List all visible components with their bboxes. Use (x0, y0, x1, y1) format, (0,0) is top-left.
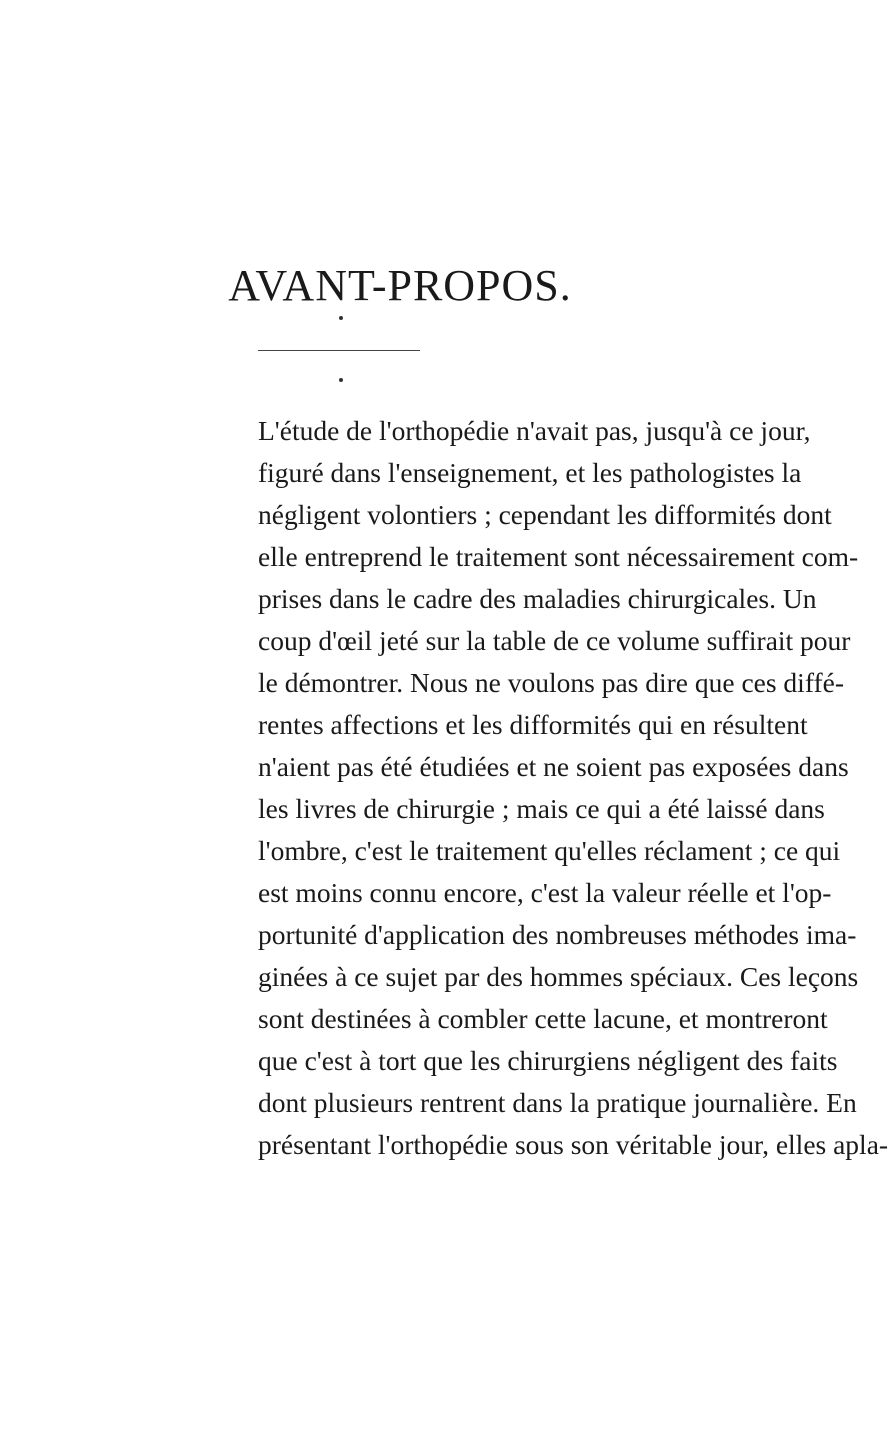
paragraph-line: coup d'œil jeté sur la table de ce volume suffirait pour (258, 625, 851, 656)
paragraph-line: figuré dans l'enseignement, et les pathologistes la (258, 457, 802, 488)
paragraph-line: les livres de chirurgie ; mais ce qui a été laissé dans (258, 793, 825, 824)
paragraph-line: est moins connu encore, c'est la valeur réelle et l'op- (258, 877, 832, 908)
paragraph-line: l'ombre, c'est le traitement qu'elles réclament ; ce qui (258, 835, 841, 866)
page-heading: AVANT-PROPOS. (228, 261, 572, 310)
paragraph-line: rentes affections et les difformités qui en résultent (258, 709, 808, 740)
heading-divider-rule (258, 350, 420, 351)
paragraph-line: dont plusieurs rentrent dans la pratique journalière. En (258, 1087, 857, 1118)
paragraph-line: ginées à ce sujet par des hommes spéciaux. Ces leçons (258, 961, 859, 992)
paragraph-line: n'aient pas été étudiées et ne soient pas exposées dans (258, 751, 849, 782)
paragraph-line: elle entreprend le traitement sont nécessairement com- (258, 541, 859, 572)
paragraph-line: négligent volontiers ; cependant les difformités dont (258, 499, 832, 530)
paragraph-line: prises dans le cadre des maladies chirurgicales. Un (258, 583, 817, 614)
paragraph (258, 410, 888, 1166)
paragraph-line: présentant l'orthopédie sous son véritable jour, elles apla- (258, 1129, 888, 1160)
ornament-dot-bottom (339, 378, 343, 382)
paragraph-line: portunité d'application des nombreuses méthodes ima- (258, 919, 857, 950)
paragraph-line: sont destinées à combler cette lacune, et montreront (258, 1003, 828, 1034)
ornament-dot-top (339, 316, 343, 320)
paragraph-line: L'étude de l'orthopédie n'avait pas, jusqu'à ce jour, (258, 415, 811, 446)
paragraph-line: que c'est à tort que les chirurgiens négligent des faits (258, 1045, 838, 1076)
paragraph-line: le démontrer. Nous ne voulons pas dire que ces diffé- (258, 667, 844, 698)
